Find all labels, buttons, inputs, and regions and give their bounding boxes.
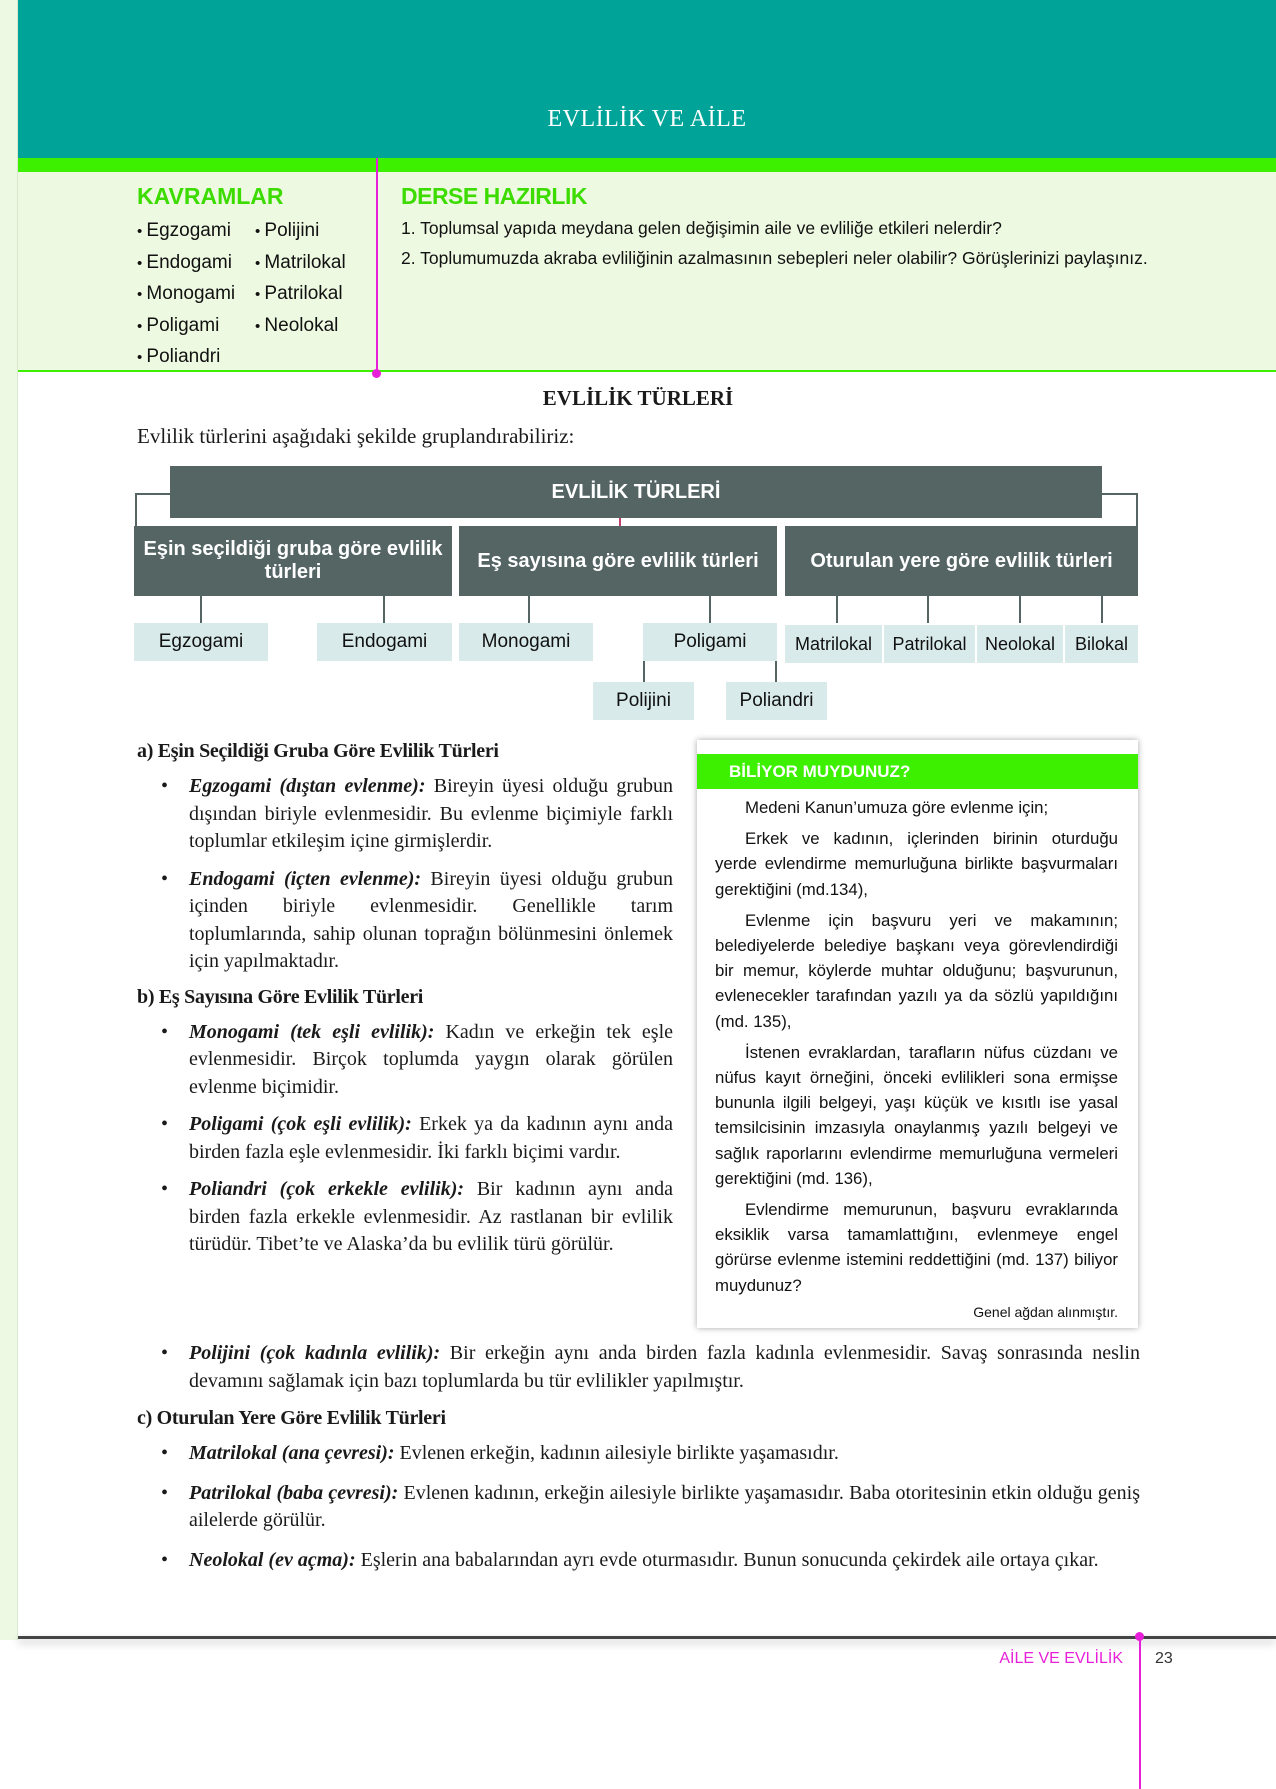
- preparation-question: 1. Toplumsal yapıda meydana gelen değişimin aile ve evliliğe etkileri nelerdir?: [401, 218, 1002, 238]
- definition-term: Neolokal (ev açma):: [189, 1548, 356, 1571]
- connector-line: [775, 660, 777, 682]
- definition-item: • Monogami (tek eşli evlilik): Kadın ve erkeğin tek eşle evlenmesidir. Birçok toplumda yaygın olarak görülen evlenme biçimidir.: [161, 1020, 673, 1098]
- connector-line: [135, 493, 170, 495]
- preparation-title: DERSE HAZIRLIK: [401, 183, 587, 209]
- definition-item: • Neolokal (ev açma): Eşlerin ana babalarından ayrı evde oturmasıdır. Bunun sonucunda çekirdek aile ortaya çıkar.: [161, 1548, 1099, 1571]
- definition-term: Poliandri (çok erkekle evlilik):: [189, 1178, 465, 1200]
- diagram-leaf: Neolokal: [977, 625, 1063, 663]
- section-title: EVLİLİK TÜRLERİ: [542, 386, 734, 410]
- marriage-types-diagram: [0, 0, 1276, 720]
- info-paragraph: Erkek ve kadının, içlerinden birinin oturduğu yerde evlendirme memurluğuna birlikte başvurmaları gerektiğini (md.134),: [715, 829, 1118, 899]
- definition-item: • Poliandri (çok erkekle evlilik): Bir kadının aynı anda birden fazla erkekle evlenmesidir. Az rastlanan bir evlilik türüdür. Tibet’te ve Alaska’da bu evlilik türü görülür.: [161, 1178, 673, 1255]
- diagram-category: Eş sayısına göre evlilik türleri: [459, 526, 777, 596]
- info-paragraph: İstenen evraklardan, tarafların nüfus cüzdanı ve nüfus kayıt örneğini, önceki evlilikleri sona ermişse bununla ilgili belgeyi, yaşı küçük ve kısıtlı ise yasal temsilcisinin imzasıyla onaylanmış yazılı belgeyi ve sağlık raporlarını evlendirme memurluğuna vermeleri gerektiğini (md. 136),: [715, 1042, 1118, 1188]
- chapter-title: EVLİLİK VE AİLE: [547, 106, 747, 132]
- connector-line: [927, 596, 929, 623]
- definition-text: Bir kadının aynı anda birden fazla erkekle evlenmesidir. Az rastlanan bir evlilik türüdür. Tibet’te ve Alaska’da bu evlilik türü görülür.: [189, 1178, 673, 1255]
- footer-divider: [1139, 1635, 1141, 1789]
- definition-term: Matrilokal (ana çevresi):: [189, 1442, 395, 1464]
- concept-item: • Egzogami: [137, 216, 255, 248]
- diagram-leaf: Endogami: [317, 623, 452, 661]
- info-paragraph: Medeni Kanun’umuza göre evlenme için;: [745, 798, 1049, 817]
- subsection-heading: c) Oturulan Yere Göre Evlilik Türleri: [137, 1407, 446, 1429]
- info-source: Genel ağdan alınmıştır.: [973, 1303, 1118, 1320]
- connector-line: [643, 660, 645, 682]
- concept-item: • Patrilokal: [255, 279, 365, 311]
- definition-term: Patrilokal (baba çevresi):: [189, 1481, 399, 1504]
- definition-item: • Egzogami (dıştan evlenme): Bireyin üyesi olduğu grubun dışından biriyle evlenmesidir. Bu evlenme biçimiyle farklı toplumlar etkileşim içine girmişlerdir.: [161, 775, 673, 852]
- concept-item: • Poliandri: [137, 342, 255, 374]
- definition-text: Erkek ya da kadının aynı anda birden fazla eşle evlenmesidir. İki farklı biçimi vardır.: [189, 1113, 673, 1163]
- definition-text: Bireyin üyesi olduğu grubun içinden biriyle evlenmesidir. Genellikle tarım toplumlarında, sahip olunan toprağın bölünmesini önlemek için yapılmaktadır.: [189, 867, 673, 972]
- diagram-leaf: Poligami: [643, 623, 777, 661]
- definition-term: Monogami (tek eşli evlilik):: [189, 1020, 435, 1043]
- concept-item: • Neolokal: [255, 311, 365, 343]
- connector-line: [1102, 493, 1138, 495]
- page-bottom-rule: [18, 1636, 1276, 1639]
- connector-line: [1019, 596, 1021, 623]
- diagram-category: Oturulan yere göre evlilik türleri: [785, 526, 1138, 596]
- definition-term: Polijini (çok kadınla evlilik):: [189, 1342, 441, 1364]
- concepts-title: KAVRAMLAR: [137, 183, 284, 209]
- diagram-category: Eşin seçildiği gruba göre evlilik türleri: [134, 526, 452, 596]
- definition-term: Endogami (içten evlenme):: [189, 867, 422, 890]
- definition-item: • Poligami (çok eşli evlilik): Erkek ya da kadının aynı anda birden fazla eşle evlenmesidir. İki farklı biçimi vardır.: [161, 1113, 673, 1163]
- definition-text: Evlenen kadının, erkeğin ailesiyle birlikte yaşamasıdır. Baba otoritesinin etkin olduğu geniş ailelerde görülür.: [189, 1481, 1140, 1531]
- concept-item: • Polijini: [255, 216, 365, 248]
- diagram-leaf: Matrilokal: [785, 625, 882, 663]
- connector-line: [709, 596, 711, 623]
- content-full-width: [137, 1340, 1140, 1586]
- diagram-root: EVLİLİK TÜRLERİ: [170, 466, 1102, 518]
- footer-chapter-label: AİLE VE EVLİLİK: [999, 1650, 1123, 1667]
- definition-text: Kadın ve erkeğin tek eşle evlenmesidir. Birçok toplumda yaygın olarak görülen evlenme biçimidir.: [189, 1020, 673, 1098]
- diagram-leaf: Bilokal: [1065, 625, 1138, 663]
- section-intro: Evlilik türlerini aşağıdaki şekilde gruplandırabiliriz:: [137, 424, 575, 448]
- did-you-know-box: [697, 740, 1138, 1328]
- diagram-leaf: Patrilokal: [884, 625, 975, 663]
- diagram-leaf: Poliandri: [726, 682, 827, 720]
- connector-line: [836, 596, 838, 623]
- diagram-leaf: Monogami: [459, 623, 593, 661]
- definition-item: • Polijini (çok kadınla evlilik): Bir erkeğin aynı anda birden fazla kadınla evlenmesidir. Savaş sonrasında neslin devamını sağlamak için bazı toplumlarda bu tür evlilikler yapılmıştır.: [161, 1342, 1140, 1392]
- diagram-leaf: Polijini: [593, 682, 694, 720]
- concept-item: • Monogami: [137, 279, 255, 311]
- connector-line: [528, 596, 530, 623]
- connector-line: [383, 596, 385, 623]
- subsection-heading: a) Eşin Seçildiği Gruba Göre Evlilik Türleri: [137, 740, 499, 762]
- info-paragraph: Evlendirme memurunun, başvuru evraklarında eksiklik varsa tamamlattığını, evlenmeye engel görürse evlenme istemini reddettiğini (md. 137) biliyor muydunuz?: [715, 1200, 1118, 1295]
- connector-line: [619, 518, 621, 526]
- connector-line: [135, 493, 137, 526]
- definition-text: Bir erkeğin aynı anda birden fazla kadınla evlenmesidir. Savaş sonrasında neslin devamını sağlamak için bazı toplumlarda bu tür evlilikler yapılmıştır.: [189, 1342, 1140, 1392]
- page-number: 23: [1155, 1650, 1173, 1667]
- definition-text: Bireyin üyesi olduğu grubun dışından biriyle evlenmesidir. Bu evlenme biçimiyle farklı toplumlar etkileşim içine girmişlerdir.: [189, 775, 673, 852]
- definition-item: • Matrilokal (ana çevresi): Evlenen erkeğin, kadının ailesiyle birlikte yaşamasıdır.: [161, 1442, 839, 1464]
- definition-item: • Patrilokal (baba çevresi): Evlenen kadının, erkeğin ailesiyle birlikte yaşamasıdır. Baba otoritesinin etkin olduğu geniş ailelerde görülür.: [161, 1481, 1140, 1531]
- connector-line: [200, 596, 202, 623]
- definition-item: • Endogami (içten evlenme): Bireyin üyesi olduğu grubun içinden biriyle evlenmesidir. Genellikle tarım toplumlarında, sahip olunan toprağın bölünmesini önlemek için yapılmaktadır.: [161, 867, 673, 972]
- definition-text: Eşlerin ana babalarından ayrı evde oturmasıdır. Bunun sonucunda çekirdek aile ortaya çıkar.: [355, 1548, 1099, 1571]
- concept-item: • Matrilokal: [255, 248, 365, 280]
- subsection-heading: b) Eş Sayısına Göre Evlilik Türleri: [137, 985, 424, 1008]
- footer-divider-dot: [1135, 1632, 1144, 1641]
- info-paragraph: Evlenme için başvuru yeri ve makamının; belediyelerde belediye başkanı veya görevlendirdiği bir memur, köylerde muhtar olduğunu; başvurunun, evlenecekler tarafından yazılı ya da sözlü yapıldığını (md. 135),: [715, 910, 1118, 1031]
- definition-text: Evlenen erkeğin, kadının ailesiyle birlikte yaşamasıdır.: [394, 1442, 839, 1464]
- concept-item: • Poligami: [137, 311, 255, 343]
- definition-term: Poligami (çok eşli evlilik):: [189, 1113, 412, 1135]
- definition-term: Egzogami (dıştan evlenme):: [189, 775, 426, 797]
- did-you-know-title: BİLİYOR MUYDUNUZ?: [697, 754, 1138, 789]
- concept-item: • Endogami: [137, 248, 255, 280]
- connector-line: [1136, 493, 1138, 526]
- content-left-column: [137, 740, 673, 1269]
- preparation-question: 2. Toplumumuzda akraba evliliğinin azalmasının sebepleri neler olabilir? Görüşlerinizi paylaşınız.: [401, 248, 1148, 268]
- diagram-leaf: Egzogami: [134, 623, 268, 661]
- connector-line: [1101, 596, 1103, 623]
